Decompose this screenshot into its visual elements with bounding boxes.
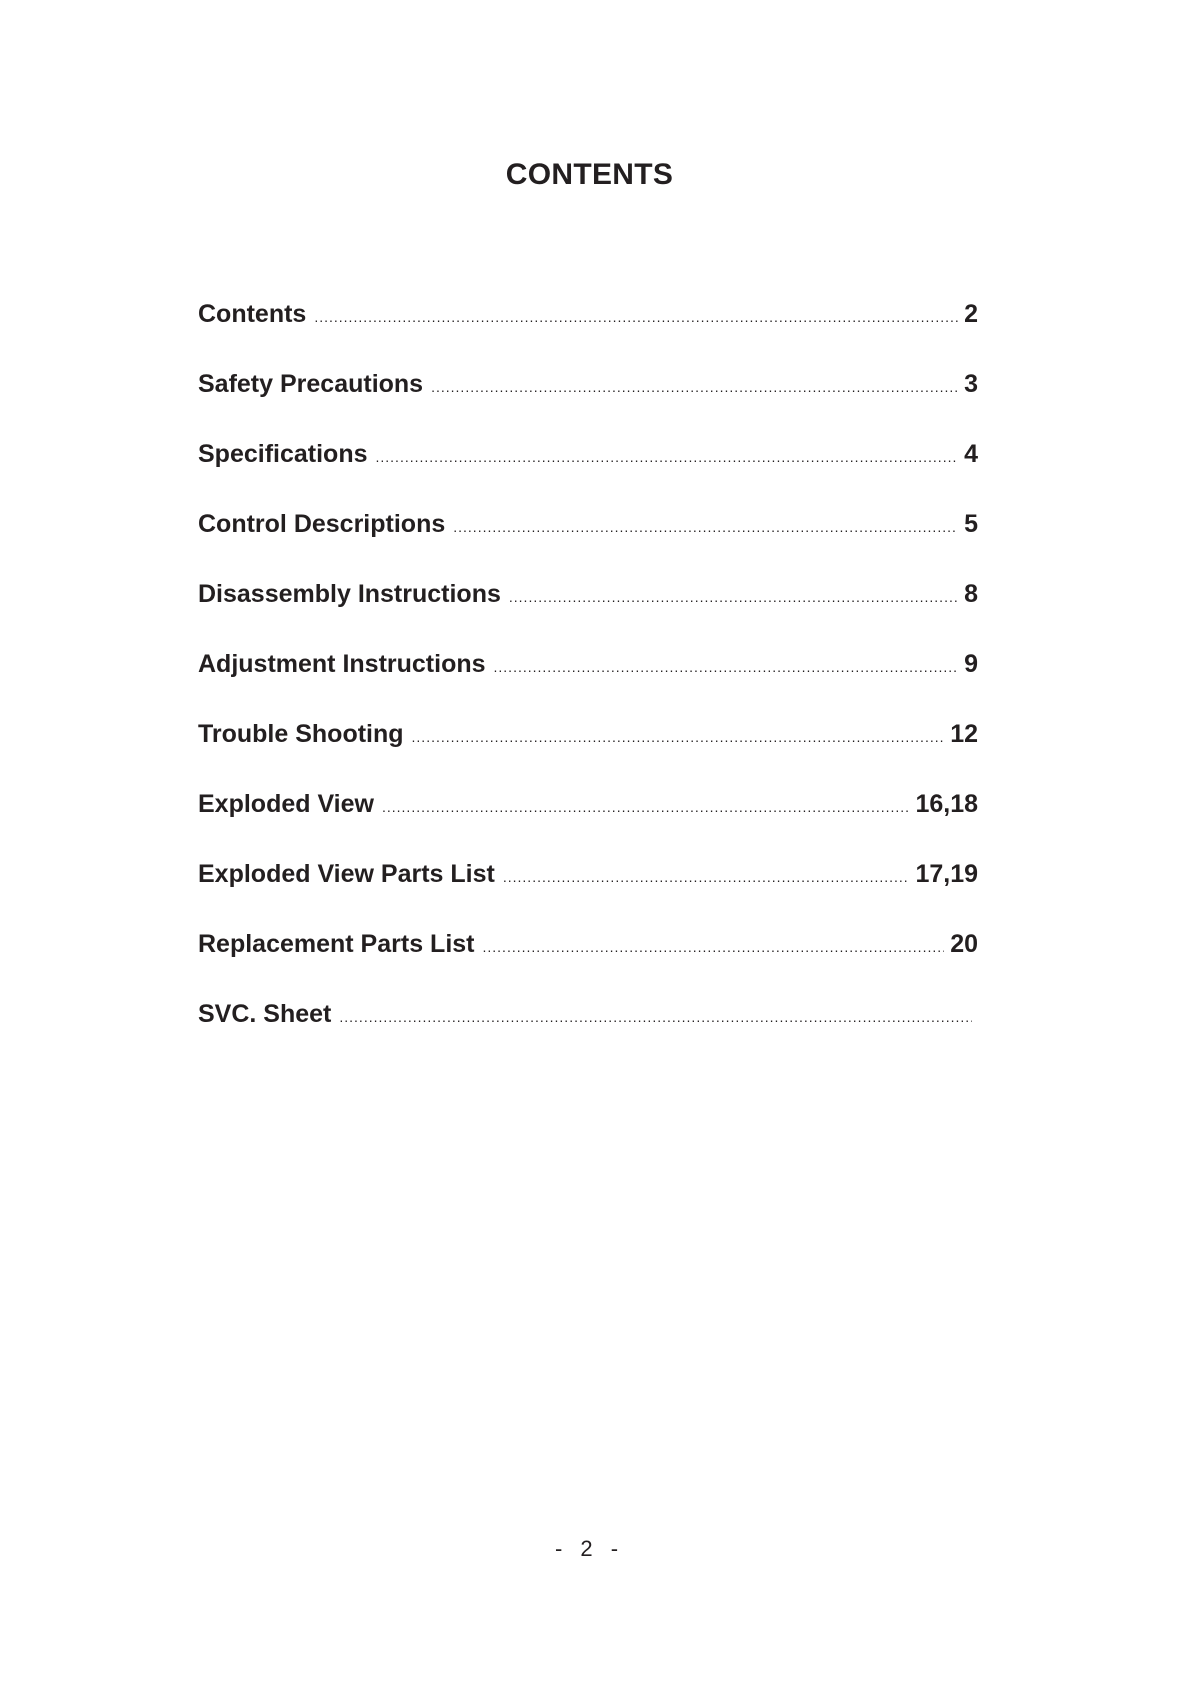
toc-entry-page: 12 bbox=[950, 720, 978, 748]
dot-leader bbox=[483, 939, 945, 955]
toc-entry-replacement-parts-list bbox=[198, 930, 978, 1000]
dot-leader bbox=[314, 309, 958, 325]
page-number: - 2 - bbox=[554, 1536, 625, 1561]
toc-entry-label: Replacement Parts List bbox=[198, 930, 475, 958]
toc-entry-label: Specifications bbox=[198, 440, 368, 468]
toc-entry-label: Disassembly Instructions bbox=[198, 580, 501, 608]
toc-entry-page: 2 bbox=[964, 300, 978, 328]
table-of-contents bbox=[198, 300, 978, 1070]
toc-entry-label: Contents bbox=[198, 300, 307, 328]
dot-leader bbox=[453, 519, 958, 535]
toc-entry-label: Adjustment Instructions bbox=[198, 650, 486, 678]
dot-leader bbox=[509, 589, 958, 605]
toc-entry-label: Exploded View bbox=[198, 790, 374, 818]
dot-leader bbox=[431, 379, 958, 395]
toc-entry-label: Control Descriptions bbox=[198, 510, 446, 538]
toc-entry-label: SVC. Sheet bbox=[198, 1000, 332, 1028]
toc-entry-label: Exploded View Parts List bbox=[198, 860, 495, 888]
toc-entry-contents bbox=[198, 300, 978, 370]
toc-entry-page: 3 bbox=[964, 370, 978, 398]
toc-entry-page: 5 bbox=[964, 510, 978, 538]
dot-leader bbox=[382, 799, 909, 815]
page-title: CONTENTS bbox=[505, 158, 674, 191]
dot-leader bbox=[376, 449, 959, 465]
toc-entry-specifications bbox=[198, 440, 978, 510]
toc-entry-page: 20 bbox=[950, 930, 978, 958]
toc-entry-page: 4 bbox=[964, 440, 978, 468]
toc-entry-page: 8 bbox=[964, 580, 978, 608]
toc-entry-adjustment-instructions bbox=[198, 650, 978, 720]
toc-entry-label: Trouble Shooting bbox=[198, 720, 404, 748]
toc-entry-safety-precautions bbox=[198, 370, 978, 440]
toc-entry-exploded-view bbox=[198, 790, 978, 860]
toc-entry-page: 16,18 bbox=[915, 790, 978, 818]
toc-entry-disassembly-instructions bbox=[198, 580, 978, 650]
toc-entry-page: 9 bbox=[964, 650, 978, 678]
dot-leader bbox=[339, 1009, 972, 1025]
dot-leader bbox=[412, 729, 945, 745]
toc-entry-svc-sheet bbox=[198, 1000, 978, 1070]
toc-entry-trouble-shooting bbox=[198, 720, 978, 790]
dot-leader bbox=[503, 869, 910, 885]
toc-entry-label: Safety Precautions bbox=[198, 370, 424, 398]
dot-leader bbox=[494, 659, 959, 675]
toc-entry-exploded-view-parts-list bbox=[198, 860, 978, 930]
toc-entry-page: 17,19 bbox=[915, 860, 978, 888]
toc-entry-control-descriptions bbox=[198, 510, 978, 580]
